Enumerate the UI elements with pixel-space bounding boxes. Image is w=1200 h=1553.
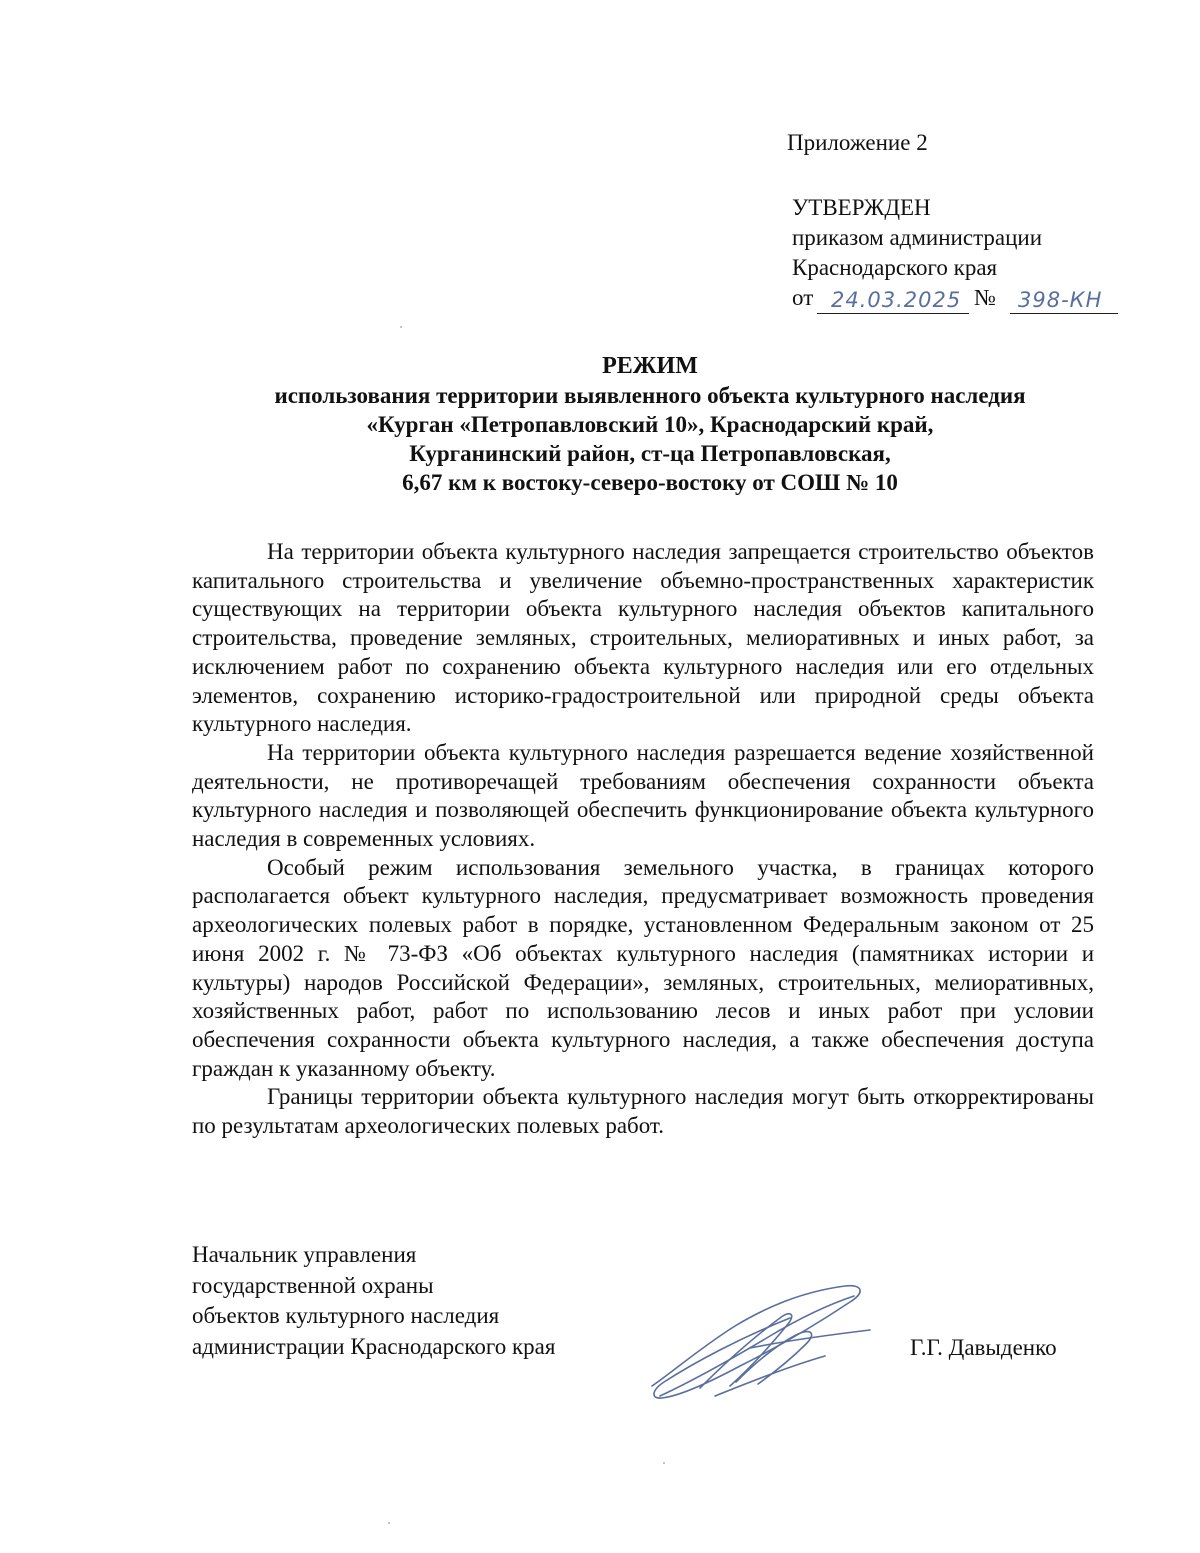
document-body <box>192 538 1094 1141</box>
approval-line-order: приказом администрации <box>792 225 1043 250</box>
title-line-4: 6,67 км к востоку-северо-востоку от СОШ № 10 <box>402 470 898 495</box>
title-line-1: использования территории выявленного объекта культурного наследия <box>274 383 1026 408</box>
scan-speck <box>400 326 402 328</box>
title-line-2: «Курган «Петропавловский 10», Краснодарский край, <box>366 412 934 437</box>
document-title-block <box>150 352 1150 497</box>
signatory-position-line-2: государственной охраны <box>192 1272 434 1298</box>
order-from-label: от <box>792 285 814 310</box>
signatory-position-line-1: Начальник управления <box>192 1242 417 1267</box>
approval-title: УТВЕРЖДЕН <box>792 195 931 220</box>
scan-speck <box>663 1462 665 1464</box>
body-paragraph-prohibition: На территории объекта культурного наследия запрещается строительство объектов капитального строительства и увеличение объемно-пространственных характеристик существующих на территории объекта культурного наследия объектов капитального строительства, проведение земляных, строительных, мелиоративных и иных работ, за исключением работ по сохранению объекта культурного наследия или его отдельных элементов, сохранению историко-градостроительной или природной среды объекта культурного наследия. <box>192 539 1094 737</box>
scan-speck <box>388 1522 390 1524</box>
approval-line-region: Краснодарского края <box>792 255 998 280</box>
order-number-handwritten: 398-КН <box>1018 288 1103 312</box>
appendix-label: Приложение 2 <box>787 130 928 155</box>
signatory-position-line-3: объектов культурного наследия <box>192 1303 500 1328</box>
signatory-position-line-4: администрации Краснодарского края <box>192 1333 556 1359</box>
handwritten-signature-icon <box>640 1278 880 1408</box>
order-number-label: № <box>974 285 996 310</box>
approval-stamp <box>792 193 1103 317</box>
body-paragraph-permission: На территории объекта культурного наследия разрешается ведение хозяйственной деятельности, не противоречащей требованиям обеспечения сохранности объекта культурного наследия и позволяющей обеспечить функционирование объекта культурного наследия в современных условиях. <box>192 739 1094 852</box>
title-line-3: Курганинский район, ст-ца Петропавловская, <box>409 441 891 466</box>
signatory-position <box>192 1240 555 1362</box>
order-number-field <box>1010 283 1118 314</box>
order-date-field <box>817 283 969 314</box>
order-date-number-line <box>792 283 1103 317</box>
signatory-name: Г.Г. Давыденко <box>910 1335 1057 1360</box>
body-paragraph-special-regime: Особый режим использования земельного участка, в границах которого располагается объект культурного наследия, предусматривает возможность проведения археологических полевых работ в порядке, установленном Федеральным законом от 25 июня 2002 г. № 73-ФЗ «Об объектах культурного наследия (памятниках истории и культуры) народов Российской Федерации», земляных, строительных, мелиоративных, хозяйственных работ, работ по использованию лесов и иных работ при условии обеспечения сохранности объекта культурного наследия, а также обеспечения доступа граждан к указанному объекту. <box>192 854 1094 1081</box>
order-date-handwritten: 24.03.2025 <box>831 288 962 312</box>
body-paragraph-boundaries: Границы территории объекта культурного наследия могут быть откорректированы по результатам археологических полевых работ. <box>192 1084 1094 1139</box>
document-heading: РЕЖИМ <box>602 353 698 379</box>
